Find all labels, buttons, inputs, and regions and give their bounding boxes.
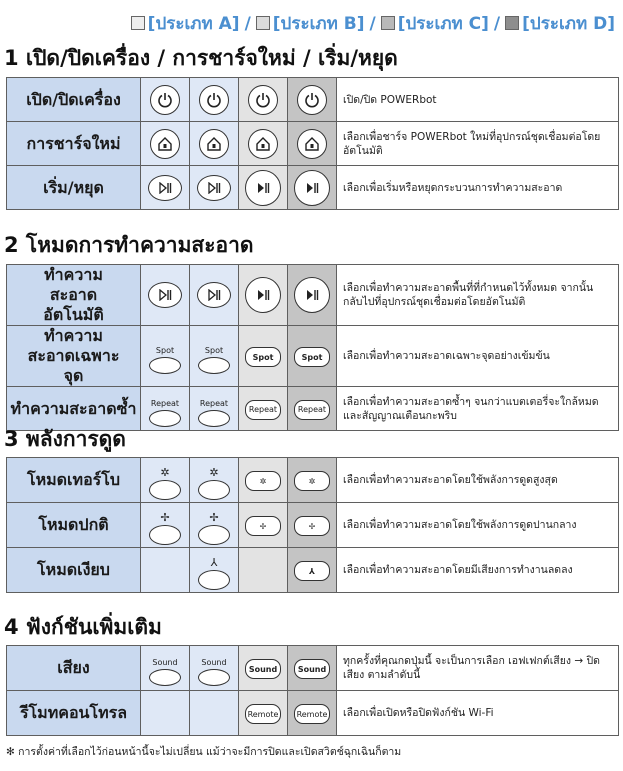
fan-normal-icon: ✢ [160,510,170,524]
play-pause-icon[interactable] [294,277,330,313]
sound-key-label: Sound [201,658,227,667]
fan-turbo-key[interactable] [198,467,230,500]
legend-separator: / [493,14,501,34]
row-description: เลือกเพื่อเริ่มหรือหยุดกระบวนการทำความสะอาด [337,166,619,210]
sound-key-shape [149,669,181,686]
section-title-extra: 4 ฟังก์ชันเพิ่มเติม [4,615,162,639]
row-label: เริ่ม/หยุด [7,166,141,210]
fan-turbo-icon[interactable]: ✲ [294,471,330,491]
row-description: เลือกเพื่อทำความสะอาดโดยใช้พลังการดูดปานกลาง [337,503,619,548]
fan-quiet-icon: ⅄ [210,555,218,569]
row-label: การชาร์จใหม่ [7,122,141,166]
row-description: เลือกเพื่อทำความสะอาดพื้นที่ที่กำหนดไว้ทั้งหมด จากนั้นกลับไปที่อุปกรณ์ชุดเชื่อมต่อโดยอัตโนมัติ [337,265,619,326]
extra-table [6,645,619,736]
type-d-label: [ประเภท D] [522,14,615,34]
repeat-key-shape [198,410,230,427]
type-d-swatch [505,16,519,30]
fan-normal-key[interactable] [149,512,181,545]
repeat-button[interactable]: Repeat [294,400,330,420]
spot-key-label: Spot [204,346,224,355]
mode-table [6,264,619,431]
legend-separator: / [369,14,376,34]
section-title-power: 1 เปิด/ปิดเครื่อง / การชาร์จใหม่ / เริ่ม/หยุด [4,46,398,70]
fan-turbo-key[interactable] [149,467,181,500]
repeat-key[interactable] [149,399,181,427]
row-label: เปิด/ปิดเครื่อง [7,78,141,122]
sound-key[interactable] [149,658,181,686]
table-row [7,646,619,691]
power-icon[interactable] [297,85,327,115]
legend-separator: / [244,14,251,34]
row-description: เลือกเพื่อทำความสะอาดโดยมีเสียงการทำงานลดลง [337,548,619,593]
fan-key-shape [198,480,230,500]
play-pause-icon[interactable] [148,282,182,308]
power-icon[interactable] [199,85,229,115]
table-row [7,458,619,503]
fan-normal-icon: ✢ [209,510,219,524]
power-table [6,77,619,210]
spot-button[interactable]: Spot [245,347,281,367]
spot-button[interactable]: Spot [294,347,330,367]
empty-cell [141,691,190,736]
row-description: ทุกครั้งที่คุณกดปุ่มนี้ จะเป็นการเลือก เอฟเฟกต์เสียง → ปิดเสียง ตามลำดับนี้ [337,646,619,691]
row-label: โหมดเงียบ [7,548,141,593]
empty-cell [190,691,239,736]
spot-key-label: Spot [155,346,175,355]
home-charge-icon[interactable] [297,129,327,159]
row-description: เลือกเพื่อเปิดหรือปิดฟังก์ชัน Wi-Fi [337,691,619,736]
fan-quiet-icon[interactable]: ⅄ [294,561,330,581]
fan-quiet-key[interactable] [198,557,230,590]
table-row [7,503,619,548]
remote-button[interactable]: Remote [294,704,330,724]
row-label: ทำความสะอาดเฉพาะจุด [7,326,141,387]
fan-turbo-icon[interactable]: ✲ [245,471,281,491]
table-row [7,122,619,166]
row-label: ทำความสะอาดซ้ำ [7,387,141,431]
fan-key-shape [198,525,230,545]
empty-cell [141,548,190,593]
empty-cell [239,548,288,593]
remote-button[interactable]: Remote [245,704,281,724]
repeat-button[interactable]: Repeat [245,400,281,420]
type-c-label: [ประเภท C] [397,14,489,34]
sound-key-label: Sound [152,658,178,667]
power-icon[interactable] [248,85,278,115]
type-a-label: [ประเภท A] [147,14,240,34]
row-label: เสียง [7,646,141,691]
row-description: เลือกเพื่อทำความสะอาดโดยใช้พลังการดูดสูงสุด [337,458,619,503]
row-description: เลือกเพื่อชาร์จ POWERbot ใหม่ที่อุปกรณ์ชุดเชื่อมต่อโดยอัตโนมัติ [337,122,619,166]
table-row [7,265,619,326]
type-a-swatch [131,16,145,30]
fan-turbo-icon: ✲ [209,465,219,479]
home-charge-icon[interactable] [150,129,180,159]
sound-button[interactable]: Sound [294,659,330,679]
spot-key[interactable] [198,346,230,374]
table-row [7,78,619,122]
play-pause-icon[interactable] [245,277,281,313]
table-row [7,166,619,210]
spot-key-shape [149,357,181,374]
repeat-key-label: Repeat [150,398,180,408]
fan-key-shape [198,570,230,590]
type-b-label: [ประเภท B] [272,14,365,34]
play-pause-icon[interactable] [197,282,231,308]
play-pause-icon[interactable] [294,170,330,206]
sound-key-shape [198,669,230,686]
fan-normal-key[interactable] [198,512,230,545]
footnote: ✻ การตั้งค่าที่เลือกไว้ก่อนหน้านี้จะไม่เปลี่ยน แม้ว่าจะมีการปิดและเปิดสวิตช์ฉุกเฉินก็ตาม [6,746,402,758]
row-label: โหมดปกติ [7,503,141,548]
type-c-swatch [381,16,395,30]
home-charge-icon[interactable] [248,129,278,159]
fan-turbo-icon: ✲ [160,465,170,479]
play-pause-icon[interactable] [197,175,231,201]
fan-key-shape [149,480,181,500]
spot-key-shape [198,357,230,374]
section-title-suction: 3 พลังการดูด [4,427,126,451]
section-title-mode: 2 โหมดการทำความสะอาด [4,233,254,257]
table-row [7,548,619,593]
fan-key-shape [149,525,181,545]
row-label: โหมดเทอร์โบ [7,458,141,503]
sound-button[interactable]: Sound [245,659,281,679]
sound-key[interactable] [198,658,230,686]
play-pause-icon[interactable] [148,175,182,201]
suction-table [6,457,619,593]
table-row [7,326,619,387]
repeat-key[interactable] [198,399,230,427]
fan-normal-icon[interactable]: ✢ [294,516,330,536]
row-description: เลือกเพื่อทำความสะอาดเฉพาะจุดอย่างเข้มข้น [337,326,619,387]
spot-key[interactable] [149,346,181,374]
table-row [7,691,619,736]
repeat-key-shape [149,410,181,427]
row-label: รีโมทคอนโทรล [7,691,141,736]
power-icon[interactable] [150,85,180,115]
row-description: เปิด/ปิด POWERbot [337,78,619,122]
play-pause-icon[interactable] [245,170,281,206]
fan-normal-icon[interactable]: ✢ [245,516,281,536]
repeat-key-label: Repeat [199,398,229,408]
type-legend [131,10,615,37]
home-charge-icon[interactable] [199,129,229,159]
row-label: ทำความสะอาดอัตโนมัติ [7,265,141,326]
row-description: เลือกเพื่อทำความสะอาดซ้ำๆ จนกว่าแบตเตอรี่จะใกล้หมดและสัญญาณเตือนกะพริบ [337,387,619,431]
type-b-swatch [256,16,270,30]
